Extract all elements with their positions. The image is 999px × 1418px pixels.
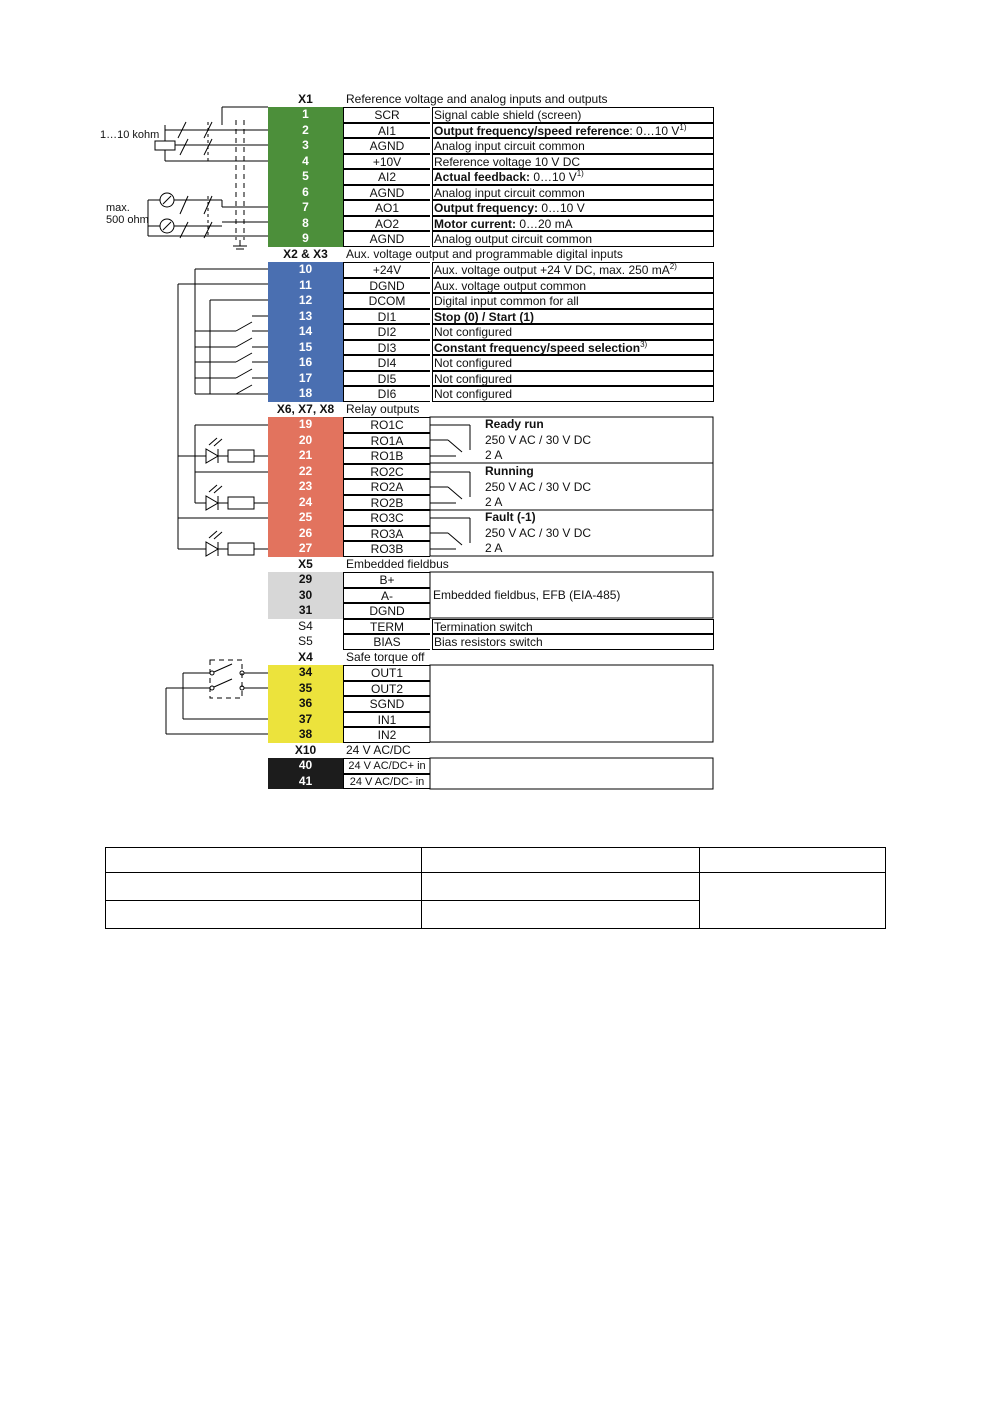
terminal-description (432, 774, 714, 790)
section-x4-id: X4 (298, 650, 313, 664)
terminal-signal: +24V (343, 262, 430, 278)
terminal-signal: AO1 (343, 200, 430, 216)
table-cell (422, 901, 700, 929)
terminal-signal: DI1 (343, 309, 430, 325)
terminal-number: 38 (268, 727, 343, 743)
terminal-number: 37 (268, 712, 343, 728)
footnote-mark: 2) (669, 262, 677, 271)
terminal-description (432, 712, 714, 728)
terminal-row (268, 324, 714, 340)
terminal-description (432, 619, 714, 635)
terminal-number: 34 (268, 665, 343, 681)
description-text: 0…10 V (538, 201, 585, 216)
terminal-description (432, 634, 714, 650)
description-text: : 0…10 V (629, 123, 680, 138)
terminal-row (268, 712, 714, 728)
section-x5-title: Embedded fieldbus (346, 557, 449, 571)
terminal-description (432, 324, 714, 340)
terminal-signal: BIAS (343, 634, 430, 650)
terminal-description (432, 665, 714, 681)
footnote-mark: 1) (679, 122, 687, 132)
terminal-description (432, 681, 714, 697)
terminal-signal: RO1A (343, 433, 430, 449)
terminal-signal: SCR (343, 107, 430, 123)
terminal-description (432, 572, 714, 588)
terminal-signal: IN1 (343, 712, 430, 728)
terminal-description (432, 123, 714, 139)
relay-group-2: Running 250 V AC / 30 V DC 2 A (485, 464, 592, 509)
terminal-number: 16 (268, 355, 343, 371)
terminal-number: 29 (268, 572, 343, 588)
terminal-signal: AI2 (343, 169, 430, 185)
description-text: Aux. voltage output common (434, 278, 587, 293)
terminal-number: 12 (268, 293, 343, 309)
terminal-row (268, 309, 714, 325)
terminal-description (432, 293, 714, 309)
terminal-row (268, 107, 714, 123)
terminal-row (268, 681, 714, 697)
terminal-number: 18 (268, 386, 343, 402)
terminal-number: 5 (268, 169, 343, 185)
terminal-signal: AI1 (343, 123, 430, 139)
description-text: 0…10 V (530, 170, 577, 185)
x4-wiring (166, 660, 268, 734)
terminal-signal: IN2 (343, 727, 430, 743)
terminal-signal: DCOM (343, 293, 430, 309)
terminal-number: 21 (268, 448, 343, 464)
empty-table (105, 847, 886, 929)
terminal-number: 6 (268, 185, 343, 201)
terminal-description (432, 231, 714, 247)
description-bold: Output frequency: (434, 201, 538, 216)
description-bold: Output frequency/speed reference (434, 123, 630, 138)
terminal-row (268, 355, 714, 371)
terminal-row (268, 293, 714, 309)
description-text: Aux. voltage output +24 V DC, max. 250 mA (434, 263, 670, 277)
terminal-number: 20 (268, 433, 343, 449)
description-text: Not configured (434, 387, 513, 402)
terminal-description (432, 262, 714, 278)
terminal-number: 26 (268, 526, 343, 542)
section-x2-title: Aux. voltage output and programmable digital inputs (346, 247, 623, 261)
terminal-signal: RO2A (343, 479, 430, 495)
x5-group-desc: Embedded fieldbus, EFB (EIA-485) (433, 588, 621, 602)
terminal-number: 8 (268, 216, 343, 232)
relay-group-1: Ready run 250 V AC / 30 V DC 2 A (485, 417, 592, 462)
terminal-row (268, 154, 714, 170)
description-bold: Constant frequency/speed selection (434, 340, 641, 355)
terminal-signal: DGND (343, 603, 430, 619)
terminal-number: 25 (268, 510, 343, 526)
description-text: Analog input circuit common (434, 185, 585, 200)
terminal-number: S5 (268, 634, 343, 650)
terminal-row (268, 216, 714, 232)
section-x1-title: Reference voltage and analog inputs and outputs (346, 92, 608, 106)
terminal-signal: TERM (343, 619, 430, 635)
terminal-signal: RO2B (343, 495, 430, 511)
terminal-row (268, 634, 714, 650)
terminal-number: 23 (268, 479, 343, 495)
description-text: Digital input common for all (434, 294, 579, 309)
terminal-signal: 24 V AC/DC+ in (343, 758, 430, 774)
terminal-signal: DGND (343, 278, 430, 294)
terminal-description (432, 603, 714, 619)
terminal-signal: +10V (343, 154, 430, 170)
table-cell (700, 848, 886, 873)
terminal-row (268, 727, 714, 743)
terminal-number: 10 (268, 262, 343, 278)
terminal-signal: OUT1 (343, 665, 430, 681)
meter-max-label: max. (106, 202, 130, 214)
terminal-signal: B+ (343, 572, 430, 588)
section-x10-title: 24 V AC/DC (346, 743, 411, 757)
terminal-description (432, 696, 714, 712)
terminal-description (432, 138, 714, 154)
terminal-number: 4 (268, 154, 343, 170)
footnote-mark: 1) (576, 169, 584, 179)
description-text: Not configured (434, 356, 513, 371)
terminal-signal: AGND (343, 138, 430, 154)
terminal-description (432, 340, 714, 356)
terminal-signal: SGND (343, 696, 430, 712)
terminal-signal: AO2 (343, 216, 430, 232)
terminal-description (432, 216, 714, 232)
section-relay-id: X6, X7, X8 (276, 402, 335, 416)
table-cell (422, 848, 700, 873)
terminal-number: 7 (268, 200, 343, 216)
terminal-number: 19 (268, 417, 343, 433)
terminal-signal: DI4 (343, 355, 430, 371)
terminal-number: 17 (268, 371, 343, 387)
terminal-row (268, 278, 714, 294)
table-cell (106, 848, 422, 873)
section-x10-id: X10 (294, 743, 317, 757)
terminal-description (432, 371, 714, 387)
terminal-number: 30 (268, 588, 343, 604)
meter-ohm-label: 500 ohm (106, 214, 149, 226)
terminal-row (268, 123, 714, 139)
terminal-row (268, 340, 714, 356)
terminal-signal: RO1B (343, 448, 430, 464)
terminal-description (432, 154, 714, 170)
terminal-number: 27 (268, 541, 343, 557)
terminal-row (268, 758, 714, 774)
terminal-row (268, 371, 714, 387)
terminal-number: S4 (268, 619, 343, 635)
terminal-signal: RO1C (343, 417, 430, 433)
description-bold: Actual feedback: (434, 170, 531, 185)
terminal-description (432, 107, 714, 123)
terminal-number: 40 (268, 758, 343, 774)
terminal-row (268, 138, 714, 154)
terminal-signal: 24 V AC/DC- in (343, 774, 430, 790)
x1-wiring (148, 107, 268, 249)
terminal-row (268, 572, 714, 588)
terminal-description (432, 169, 714, 185)
terminal-number: 36 (268, 696, 343, 712)
terminal-description (432, 727, 714, 743)
terminal-description (432, 309, 714, 325)
section-x5-id: X5 (298, 557, 313, 571)
terminal-signal: RO3C (343, 510, 430, 526)
terminal-row (268, 231, 714, 247)
terminal-row (268, 262, 714, 278)
description-text: Reference voltage 10 V DC (434, 154, 581, 169)
terminal-row (268, 774, 714, 790)
description-text: Analog input circuit common (434, 139, 585, 154)
terminal-signal: AGND (343, 185, 430, 201)
terminal-row (268, 185, 714, 201)
description-bold: Motor current: (434, 216, 516, 231)
terminal-description (432, 355, 714, 371)
section-relay-title: Relay outputs (346, 402, 420, 416)
table-cell (422, 873, 700, 901)
terminal-signal: AGND (343, 231, 430, 247)
description-text: Not configured (434, 325, 513, 340)
terminal-signal: OUT2 (343, 681, 430, 697)
terminal-number: 1 (268, 107, 343, 123)
description-text: Analog output circuit common (434, 232, 593, 247)
terminal-row (268, 603, 714, 619)
terminal-signal: DI2 (343, 324, 430, 340)
terminal-description (432, 758, 714, 774)
terminal-number: 31 (268, 603, 343, 619)
terminal-number: 35 (268, 681, 343, 697)
terminal-number: 9 (268, 231, 343, 247)
terminal-row (268, 696, 714, 712)
terminal-signal: A- (343, 588, 430, 604)
description-text: Not configured (434, 371, 513, 386)
table-cell (700, 873, 886, 929)
terminal-signal: DI5 (343, 371, 430, 387)
description-bold: Stop (0) / Start (1) (434, 309, 535, 324)
terminal-description (432, 200, 714, 216)
footnote-mark: 3) (640, 339, 648, 349)
section-x1-id: X1 (298, 92, 313, 106)
terminal-description (432, 386, 714, 402)
section-x2-id: X2 & X3 (283, 247, 328, 261)
terminal-row (268, 386, 714, 402)
terminal-number: 41 (268, 774, 343, 790)
terminal-number: 2 (268, 123, 343, 139)
terminal-row (268, 169, 714, 185)
terminal-signal: RO3B (343, 541, 430, 557)
x2-wiring (178, 269, 268, 556)
terminal-number: 14 (268, 324, 343, 340)
description-text: Termination switch (434, 619, 533, 634)
description-text: 0…20 mA (516, 216, 573, 231)
terminal-row (268, 619, 714, 635)
table-cell (106, 901, 422, 929)
terminal-number: 22 (268, 464, 343, 480)
terminal-row (268, 665, 714, 681)
terminal-number: 3 (268, 138, 343, 154)
terminal-number: 24 (268, 495, 343, 511)
terminal-row (268, 200, 714, 216)
terminal-description (432, 185, 714, 201)
terminal-signal: DI3 (343, 340, 430, 356)
terminal-signal: RO3A (343, 526, 430, 542)
section-x4-title: Safe torque off (346, 650, 425, 664)
potentiometer-label: 1…10 kohm (100, 129, 160, 141)
table-cell (106, 873, 422, 901)
description-text: Bias resistors switch (434, 635, 543, 650)
terminal-number: 11 (268, 278, 343, 294)
terminal-signal: RO2C (343, 464, 430, 480)
terminal-signal: DI6 (343, 386, 430, 402)
terminal-description (432, 278, 714, 294)
terminal-number: 13 (268, 309, 343, 325)
relay-group-3: Fault (-1) 250 V AC / 30 V DC 2 A (485, 510, 592, 555)
description-text: Signal cable shield (screen) (434, 108, 582, 122)
terminal-number: 15 (268, 340, 343, 356)
